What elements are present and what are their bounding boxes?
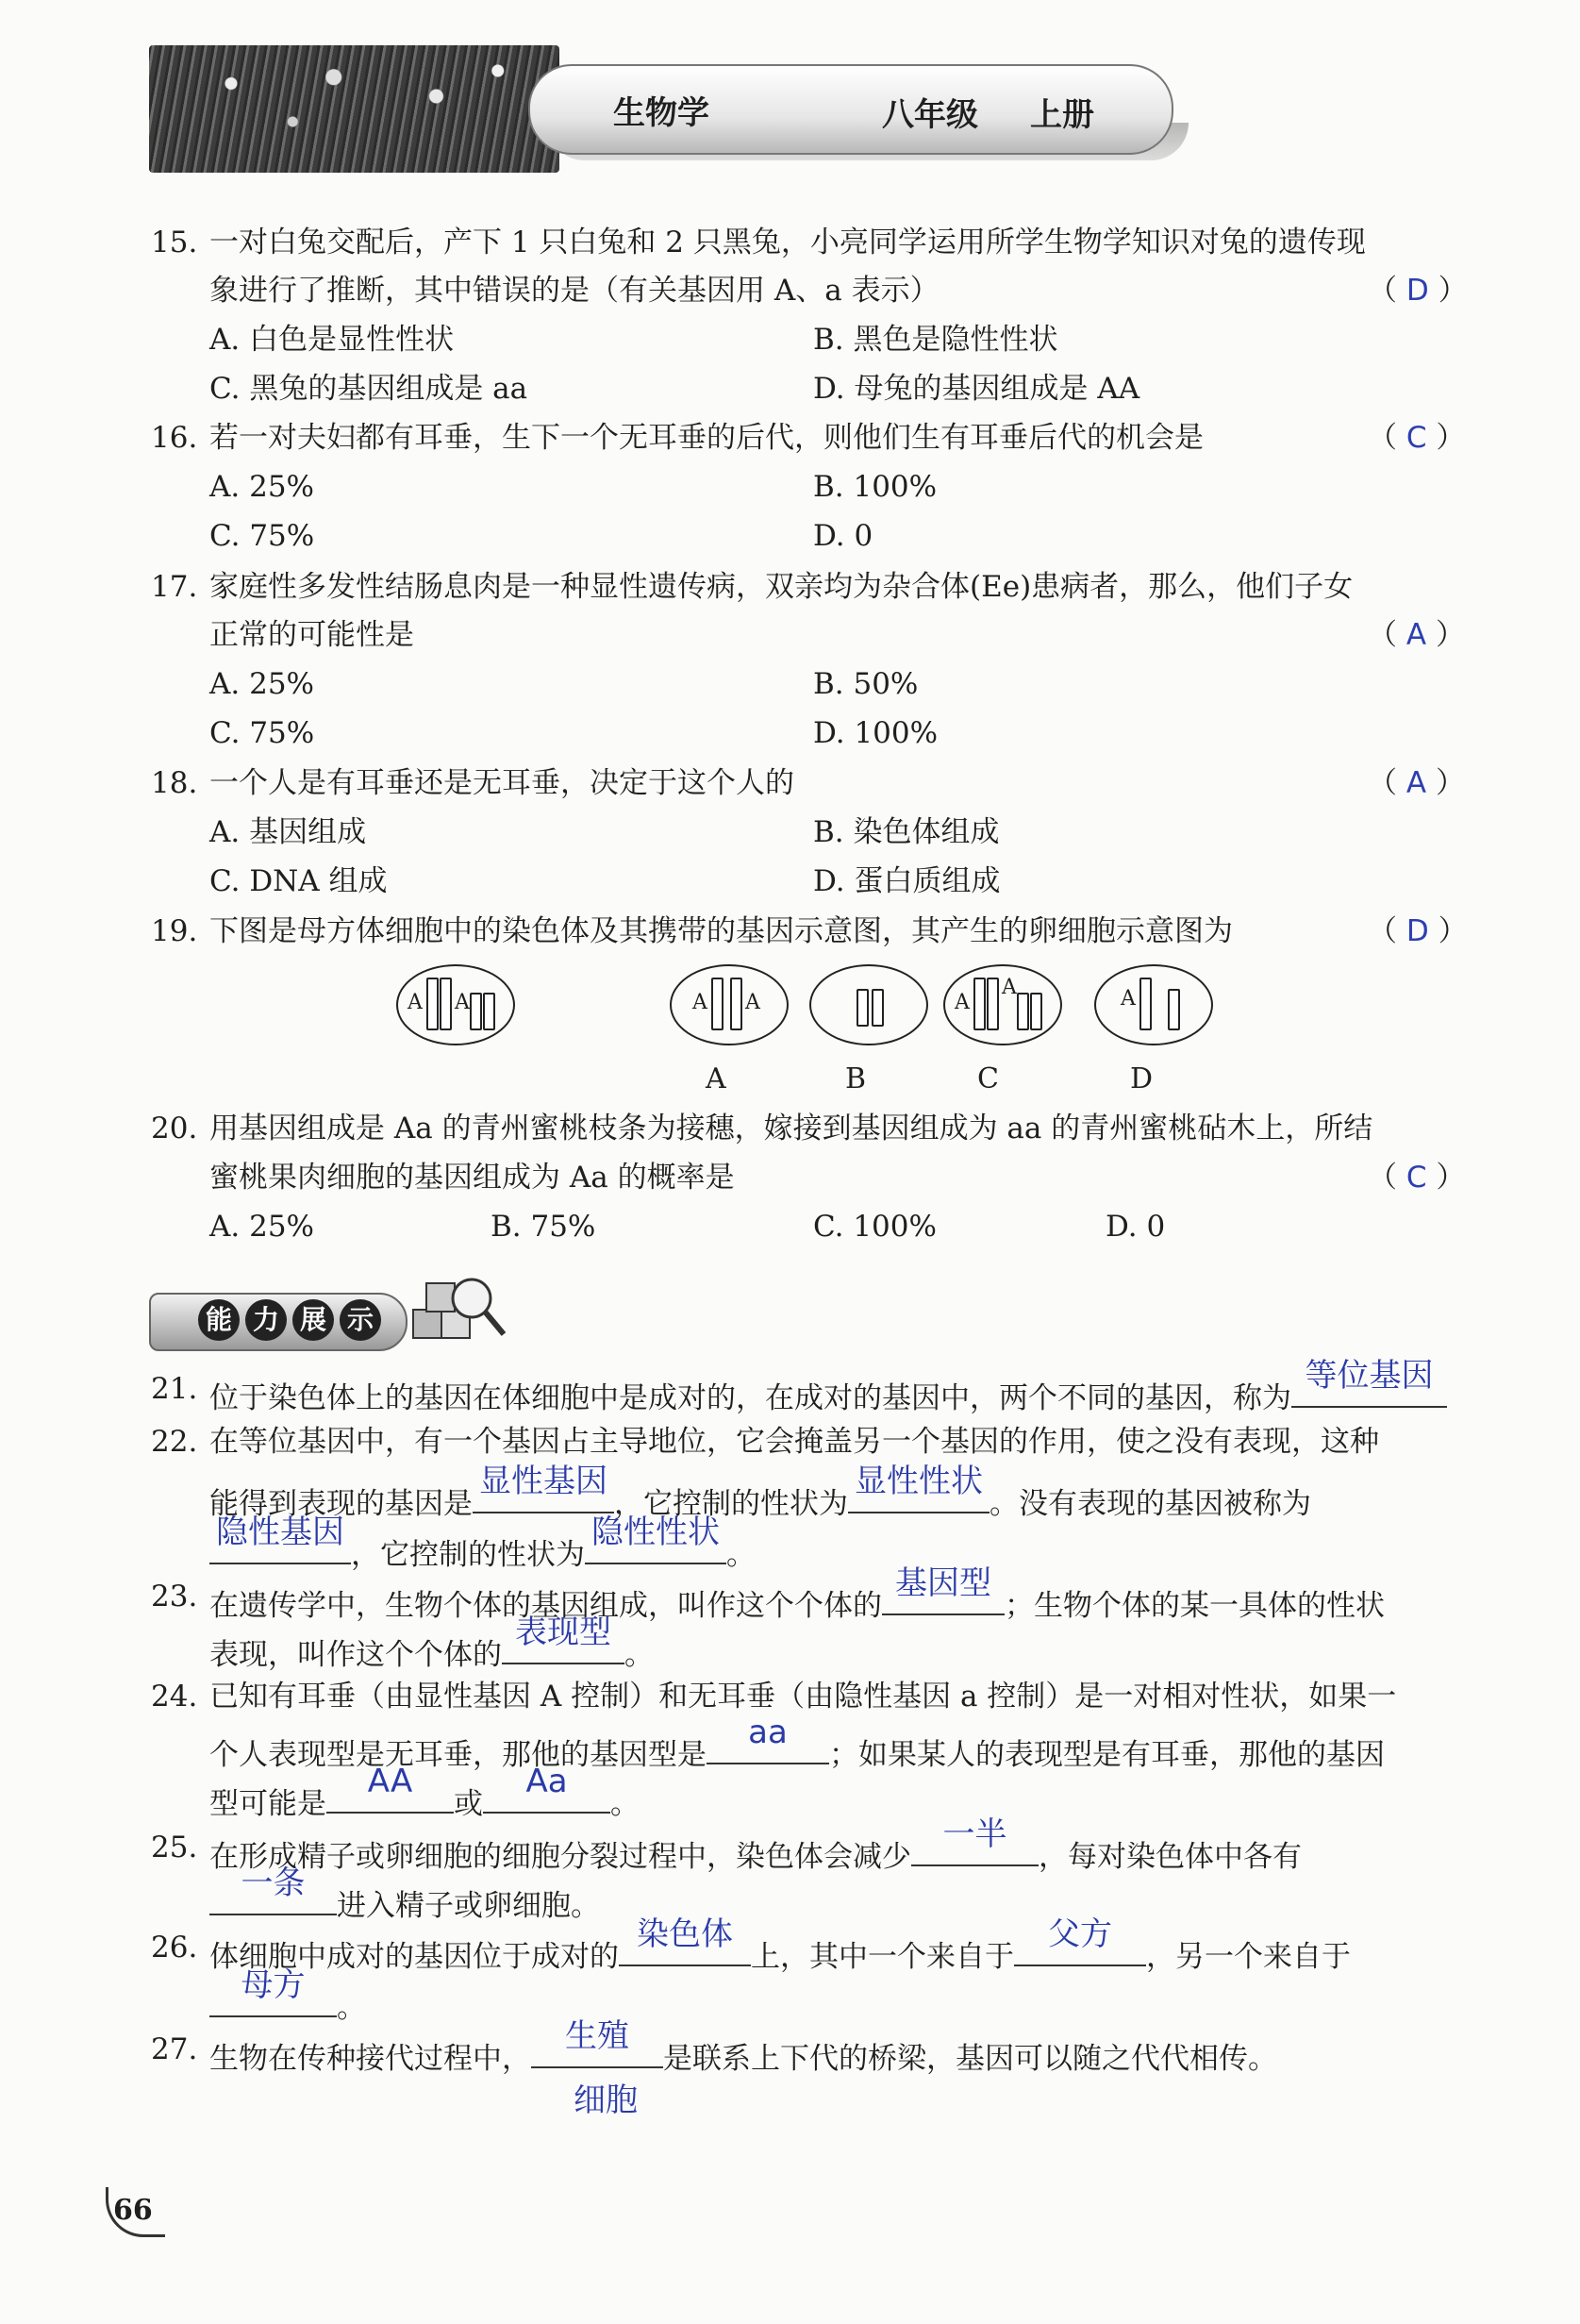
q24-blank-3: Aa (483, 1776, 610, 1814)
q22-line1: 在等位基因中，有一个基因占主导地位，它会掩盖另一个基因的作用，使之没有表现，这种 (209, 1425, 1379, 1459)
q15-option-d: D. 母兔的基因组成是 AA (813, 372, 1140, 406)
q16-option-c: C. 75% (209, 519, 315, 553)
q24-blank-2: AA (326, 1776, 454, 1814)
q16-option-a: A. 25% (209, 470, 314, 504)
q26-number: 26. (151, 1931, 198, 1965)
q15-line1: 一对白兔交配后，产下 1 只白兔和 2 只黑兔，小亮同学运用所学生物学知识对兔的遗传现 (209, 226, 1366, 259)
q16-option-b: B. 100% (813, 470, 938, 504)
section-title-char-1: 能 (198, 1299, 240, 1341)
q22-blank-4: 隐性性状 (585, 1527, 726, 1564)
q20-line1: 用基因组成是 Aa 的青州蜜桃枝条为接穗，嫁接到基因组成为 aa 的青州蜜桃砧木上，所结 (209, 1112, 1373, 1145)
q17-line2: 正常的可能性是 (209, 618, 414, 652)
q25-line2: 一条 进入精子或卵细胞。 (209, 1878, 600, 1925)
q22-blank-1: 显性基因 (473, 1476, 614, 1513)
q19-number: 19. (151, 914, 198, 948)
q20-answer-bracket: （ C ） (1368, 1161, 1466, 1195)
q24-number: 24. (151, 1680, 198, 1714)
q16-answer-bracket: （ C ） (1368, 421, 1466, 455)
q15-option-a: A. 白色是显性性状 (209, 323, 455, 357)
magnifier-blocks-icon (406, 1272, 509, 1357)
q20-option-c: C. 100% (813, 1210, 937, 1244)
q25-number: 25. (151, 1831, 198, 1864)
q17-option-c: C. 75% (209, 716, 315, 750)
q17-option-a: A. 25% (209, 667, 314, 701)
q20-option-b: B. 75% (491, 1210, 596, 1244)
q18-number: 18. (151, 766, 198, 800)
q18-option-c: C. DNA 组成 (209, 864, 388, 898)
q17-option-b: B. 50% (813, 667, 919, 701)
q21-text: 位于染色体上的基因在体细胞中是成对的，在成对的基因中，两个不同的基因，称为 等位基因 (209, 1370, 1447, 1417)
mother-somatic-cell: A A (396, 964, 515, 1045)
q23-line1: 在遗传学中，生物个体的基因组成，叫作这个个体的 基因型 ；生物个体的某一具体的性状 (209, 1564, 1385, 1623)
q25-line1: 在形成精子或卵细胞的细胞分裂过程中，染色体会减少 一半 ，每对染色体中各有 (209, 1815, 1302, 1874)
q20-answer: C (1405, 1161, 1427, 1195)
q15-answer-bracket: （ D ） (1368, 274, 1468, 308)
q15-line2: 象进行了推断，其中错误的是（有关基因用 A、a 表示） (209, 274, 940, 308)
q18-answer-bracket: （ A ） (1368, 766, 1465, 800)
q22-line3: 隐性基因 ，它控制的性状为 隐性性状 。 (209, 1527, 756, 1574)
q27-answer-continuation: 细胞 (574, 2082, 638, 2119)
cell-label-c: C (977, 1062, 999, 1095)
q22-blank-2: 显性性状 (848, 1476, 990, 1513)
q16-number: 16. (151, 421, 198, 455)
q15-number: 15. (151, 226, 198, 259)
q18-answer: A (1405, 766, 1427, 800)
q24-line1: 已知有耳垂（由显性基因 A 控制）和无耳垂（由隐性基因 a 控制）是一对相对性状，如果一 (209, 1680, 1397, 1714)
cell-label-b: B (845, 1062, 867, 1095)
egg-cell-option-b (809, 964, 928, 1045)
q21-blank-1: 等位基因 (1291, 1370, 1447, 1408)
q24-blank-1: aa (707, 1727, 829, 1764)
q15-option-b: B. 黑色是隐性性状 (813, 323, 1058, 357)
egg-cell-option-d: A (1094, 964, 1213, 1045)
q17-answer: A (1405, 618, 1427, 652)
header-volume: 上册 (1030, 96, 1094, 134)
q23-line2: 表现，叫作这个个体的 表现型 。 (209, 1613, 654, 1672)
q26-blank-1: 染色体 (619, 1929, 751, 1966)
egg-cell-option-a: A A (670, 964, 789, 1045)
cell-label-a: A (706, 1062, 726, 1095)
header-grade: 八年级 (882, 96, 978, 134)
q16-option-d: D. 0 (813, 519, 873, 553)
q24-line3: 型可能是 AA 或 Aa 。 (209, 1763, 640, 1821)
q22-number: 22. (151, 1425, 198, 1459)
section-title-char-3: 展 (292, 1299, 334, 1341)
q16-line1: 若一对夫妇都有耳垂，生下一个无耳垂的后代，则他们生有耳垂后代的机会是 (209, 421, 1204, 455)
section-title-char-4: 示 (340, 1299, 381, 1341)
q18-line1: 一个人是有耳垂还是无耳垂，决定于这个人的 (209, 766, 794, 800)
page-number: 66 (113, 2194, 153, 2227)
q20-option-d: D. 0 (1106, 1210, 1166, 1244)
q23-number: 23. (151, 1580, 198, 1613)
q17-option-d: D. 100% (813, 716, 939, 750)
q26-blank-3: 母方 (209, 1980, 337, 2017)
q19-answer: D (1405, 914, 1429, 948)
header-photo (149, 45, 559, 173)
q18-option-b: B. 染色体组成 (813, 815, 1000, 849)
q17-number: 17. (151, 570, 198, 604)
egg-cell-option-c: A A (943, 964, 1062, 1045)
q15-answer: D (1405, 274, 1429, 308)
q27-line1: 生物在传种接代过程中， 生殖 是联系上下代的桥梁，基因可以随之代代相传。 (209, 2017, 1277, 2076)
q23-blank-1: 基因型 (882, 1578, 1005, 1615)
q19-line1: 下图是母方体细胞中的染色体及其携带的基因示意图，其产生的卵细胞示意图为 (209, 914, 1233, 948)
q20-option-a: A. 25% (209, 1210, 314, 1244)
q26-blank-2: 父方 (1014, 1929, 1146, 1966)
section-title-char-2: 力 (245, 1299, 287, 1341)
section-title (198, 1299, 387, 1341)
q23-blank-2: 表现型 (502, 1627, 624, 1664)
cell-label-d: D (1130, 1062, 1154, 1095)
q22-line2: 能得到表现的基因是 显性基因 ，它控制的性状为 显性性状 。没有表现的基因被称为 (209, 1463, 1311, 1521)
q16-answer: C (1405, 421, 1427, 455)
q27-number: 27. (151, 2032, 198, 2066)
q26-line2: 母方 。 (209, 1980, 366, 2027)
q25-blank-2: 一条 (209, 1878, 337, 1915)
q20-number: 20. (151, 1112, 198, 1145)
q27-blank-1: 生殖 (531, 2031, 663, 2068)
q24-line2: 个人表现型是无耳垂，那他的基因型是 aa ；如果某人的表现型是有耳垂，那他的基因 (209, 1714, 1385, 1772)
q17-answer-bracket: （ A ） (1368, 618, 1465, 652)
header-subject: 生物学 (613, 94, 709, 132)
q17-line1: 家庭性多发性结肠息肉是一种显性遗传病，双亲均为杂合体(Ee)患病者，那么，他们子女 (209, 570, 1354, 604)
q19-answer-bracket: （ D ） (1368, 914, 1468, 948)
q26-line1: 体细胞中成对的基因位于成对的 染色体 上，其中一个来自于 父方 ，另一个来自于 (209, 1915, 1351, 1974)
q18-option-a: A. 基因组成 (209, 815, 367, 849)
q25-blank-1: 一半 (911, 1829, 1039, 1866)
q20-line2: 蜜桃果肉细胞的基因组成为 Aa 的概率是 (209, 1161, 735, 1195)
q22-blank-3: 隐性基因 (209, 1527, 351, 1564)
q15-option-c: C. 黑兔的基因组成是 aa (209, 372, 528, 406)
q21-number: 21. (151, 1372, 198, 1406)
q18-option-d: D. 蛋白质组成 (813, 864, 1001, 898)
